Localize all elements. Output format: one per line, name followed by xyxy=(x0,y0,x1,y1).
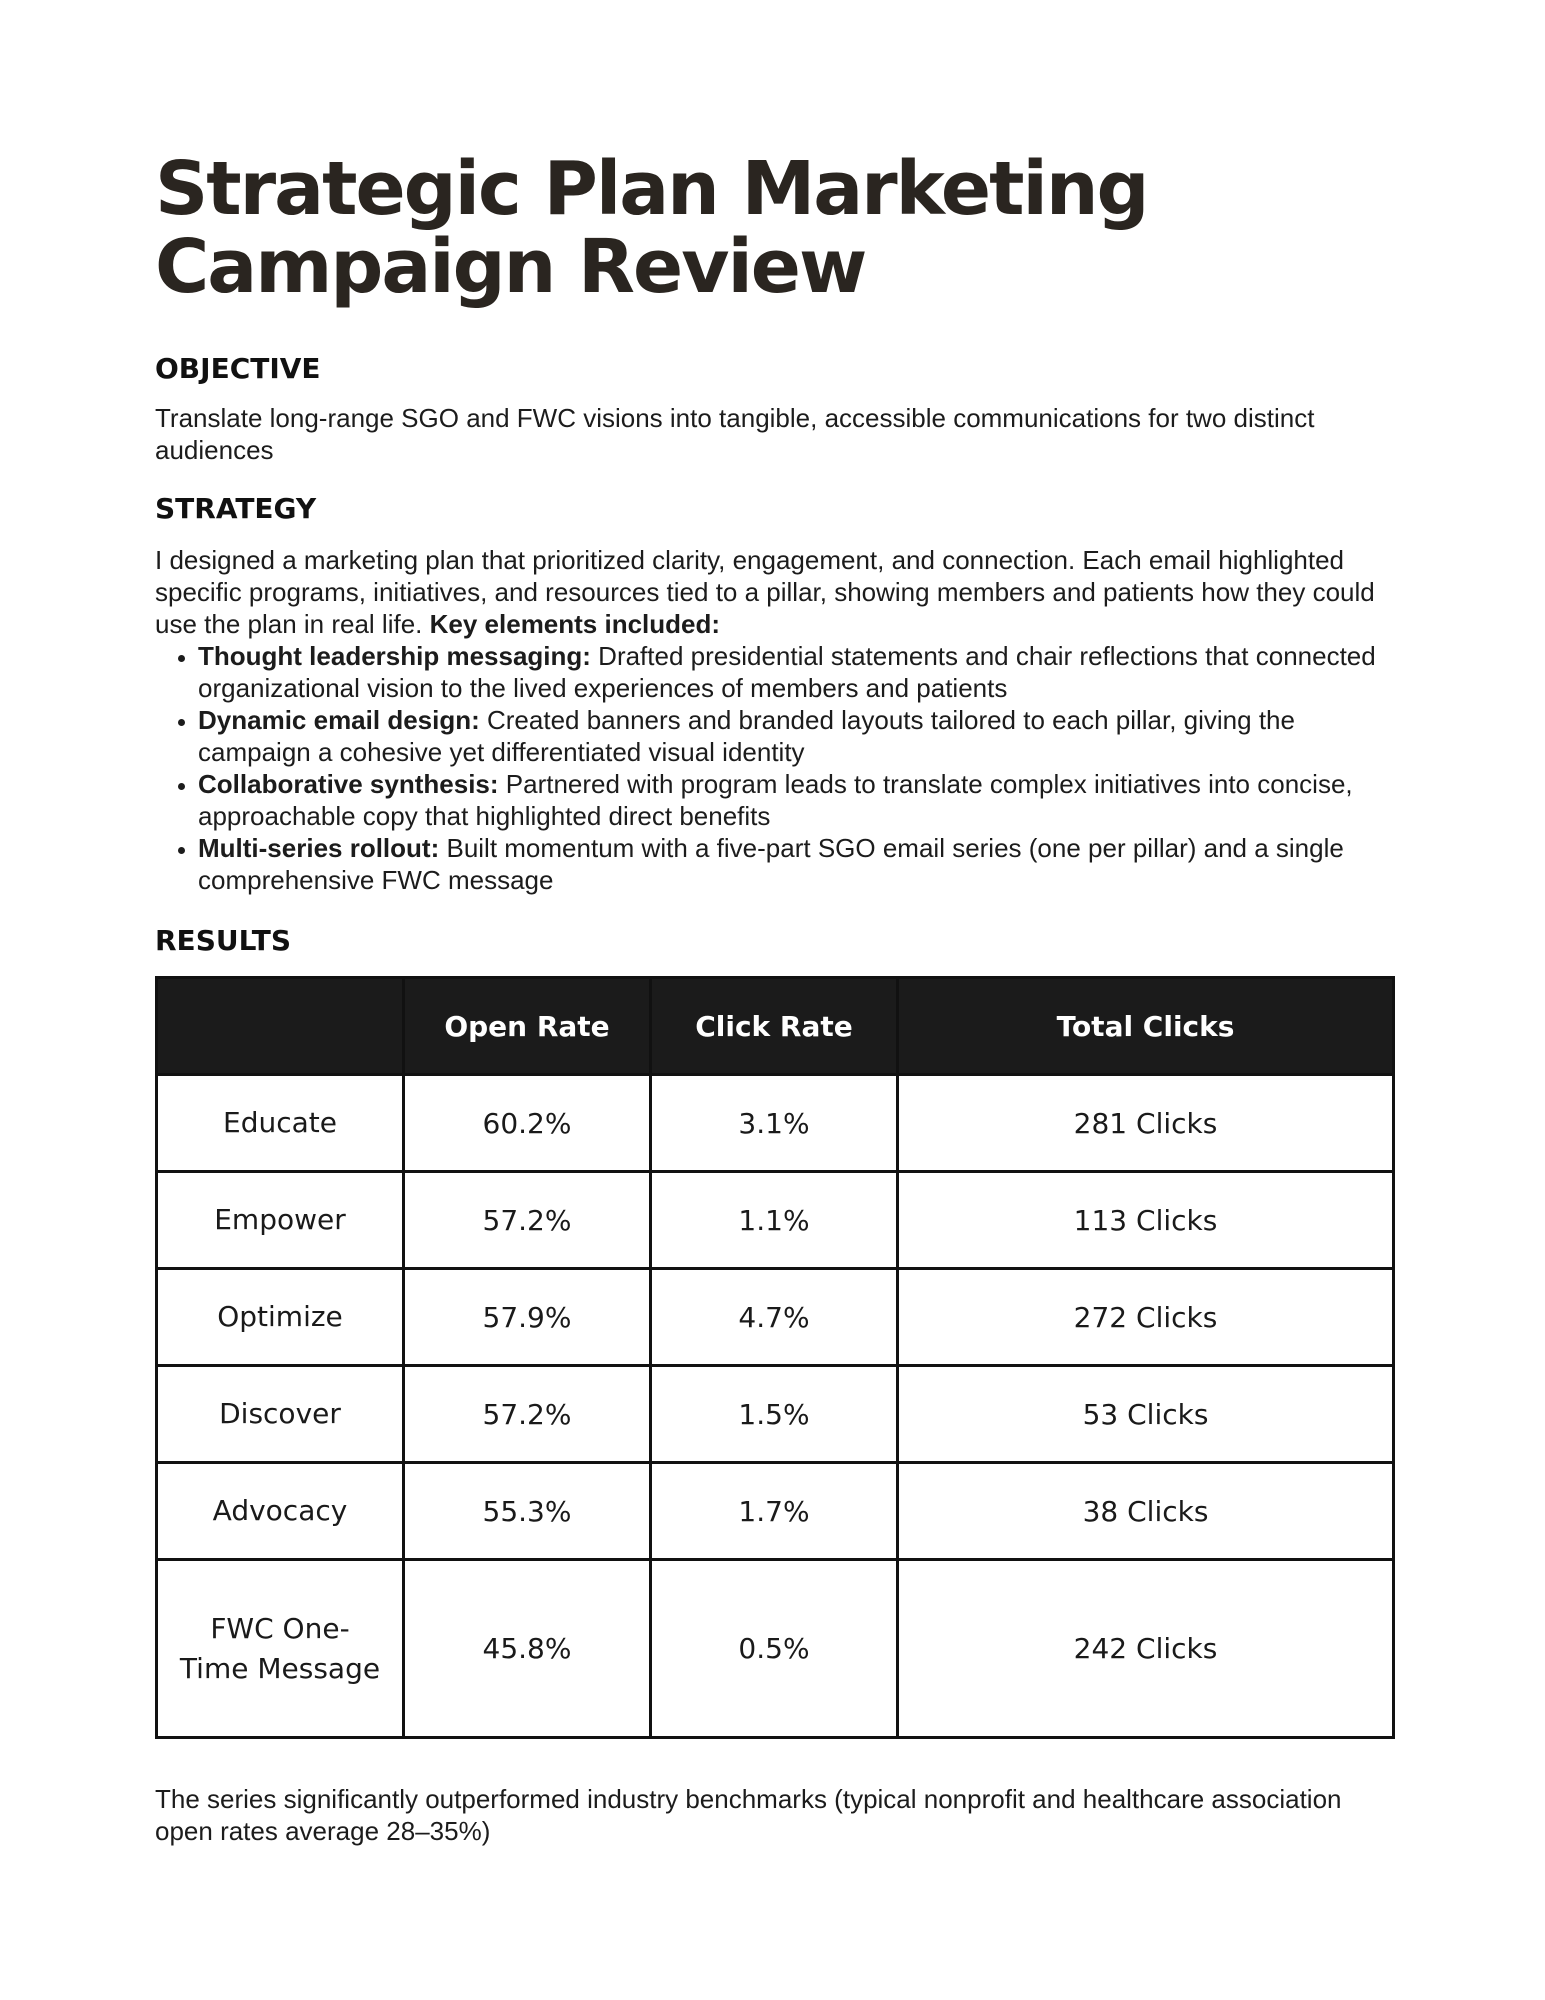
row-label: Advocacy xyxy=(157,1463,404,1560)
objective-text: Translate long-range SGO and FWC visions into tangible, accessible communications for two distinct audiences xyxy=(155,403,1315,465)
click-rate-cell: 4.7% xyxy=(651,1269,898,1366)
click-rate-cell: 1.1% xyxy=(651,1172,898,1269)
list-item xyxy=(198,832,1395,896)
strategy-list xyxy=(155,640,1395,896)
list-item-text: Created banners and branded layouts tailored to each pillar, giving the campaign a cohesive yet differentiated visual identity xyxy=(198,705,1295,767)
table-row xyxy=(157,1560,1394,1738)
table-row xyxy=(157,1269,1394,1366)
page-title xyxy=(155,146,1395,310)
total-clicks-cell: 113 Clicks xyxy=(898,1172,1394,1269)
strategy-intro-bold: Key elements included: xyxy=(429,609,721,639)
total-clicks-cell: 53 Clicks xyxy=(898,1366,1394,1463)
open-rate-cell: 45.8% xyxy=(404,1560,651,1738)
column-header-total-clicks: Total Clicks xyxy=(898,978,1394,1075)
row-label: Discover xyxy=(157,1366,404,1463)
column-header-click-rate: Click Rate xyxy=(651,978,898,1075)
list-item-text: Partnered with program leads to translate complex initiatives into concise, approachable copy that highlighted direct benefits xyxy=(198,769,1353,831)
list-item-label: Dynamic email design: xyxy=(198,705,480,735)
open-rate-cell: 57.9% xyxy=(404,1269,651,1366)
list-item-label: Collaborative synthesis: xyxy=(198,769,499,799)
column-header-open-rate: Open Rate xyxy=(404,978,651,1075)
click-rate-cell: 1.7% xyxy=(651,1463,898,1560)
row-label: Empower xyxy=(157,1172,404,1269)
table-row xyxy=(157,1172,1394,1269)
document-page xyxy=(155,146,1395,1847)
open-rate-cell: 55.3% xyxy=(404,1463,651,1560)
title-line-1: Strategic Plan Marketing xyxy=(155,146,1148,232)
open-rate-cell: 57.2% xyxy=(404,1366,651,1463)
objective-heading: OBJECTIVE xyxy=(155,352,321,385)
strategy-heading: STRATEGY xyxy=(155,492,317,525)
results-table xyxy=(155,976,1395,1739)
table-row xyxy=(157,1463,1394,1560)
strategy-intro-text: I designed a marketing plan that prioritized clarity, engagement, and connection. Each email highlighted specific programs, initiatives, and resources tied to a pillar, showing members and patients how they could use the plan in real life. xyxy=(155,545,1375,639)
row-label: Educate xyxy=(157,1075,404,1172)
open-rate-cell: 57.2% xyxy=(404,1172,651,1269)
table-row xyxy=(157,1366,1394,1463)
table-row xyxy=(157,1075,1394,1172)
results-summary: The series significantly outperformed industry benchmarks (typical nonprofit and healthcare association open rates average 28–35%) xyxy=(155,1784,1342,1846)
column-header xyxy=(157,978,404,1075)
total-clicks-cell: 242 Clicks xyxy=(898,1560,1394,1738)
total-clicks-cell: 272 Clicks xyxy=(898,1269,1394,1366)
click-rate-cell: 3.1% xyxy=(651,1075,898,1172)
list-item-label: Thought leadership messaging: xyxy=(198,641,591,671)
list-item xyxy=(198,768,1395,832)
list-item-label: Multi-series rollout: xyxy=(198,833,440,863)
list-item xyxy=(198,640,1395,704)
title-line-2: Campaign Review xyxy=(155,224,866,310)
total-clicks-cell: 281 Clicks xyxy=(898,1075,1394,1172)
list-item-text: Built momentum with a five-part SGO email series (one per pillar) and a single comprehensive FWC message xyxy=(198,833,1344,895)
click-rate-cell: 1.5% xyxy=(651,1366,898,1463)
row-label: FWC One-Time Message xyxy=(157,1560,404,1738)
open-rate-cell: 60.2% xyxy=(404,1075,651,1172)
results-heading: RESULTS xyxy=(155,924,292,957)
click-rate-cell: 0.5% xyxy=(651,1560,898,1738)
table-header-row xyxy=(157,978,1394,1075)
list-item xyxy=(198,704,1395,768)
strategy-intro xyxy=(155,544,1395,640)
list-item-text: Drafted presidential statements and chair reflections that connected organizational vision to the lived experiences of members and patients xyxy=(198,641,1376,703)
total-clicks-cell: 38 Clicks xyxy=(898,1463,1394,1560)
row-label: Optimize xyxy=(157,1269,404,1366)
